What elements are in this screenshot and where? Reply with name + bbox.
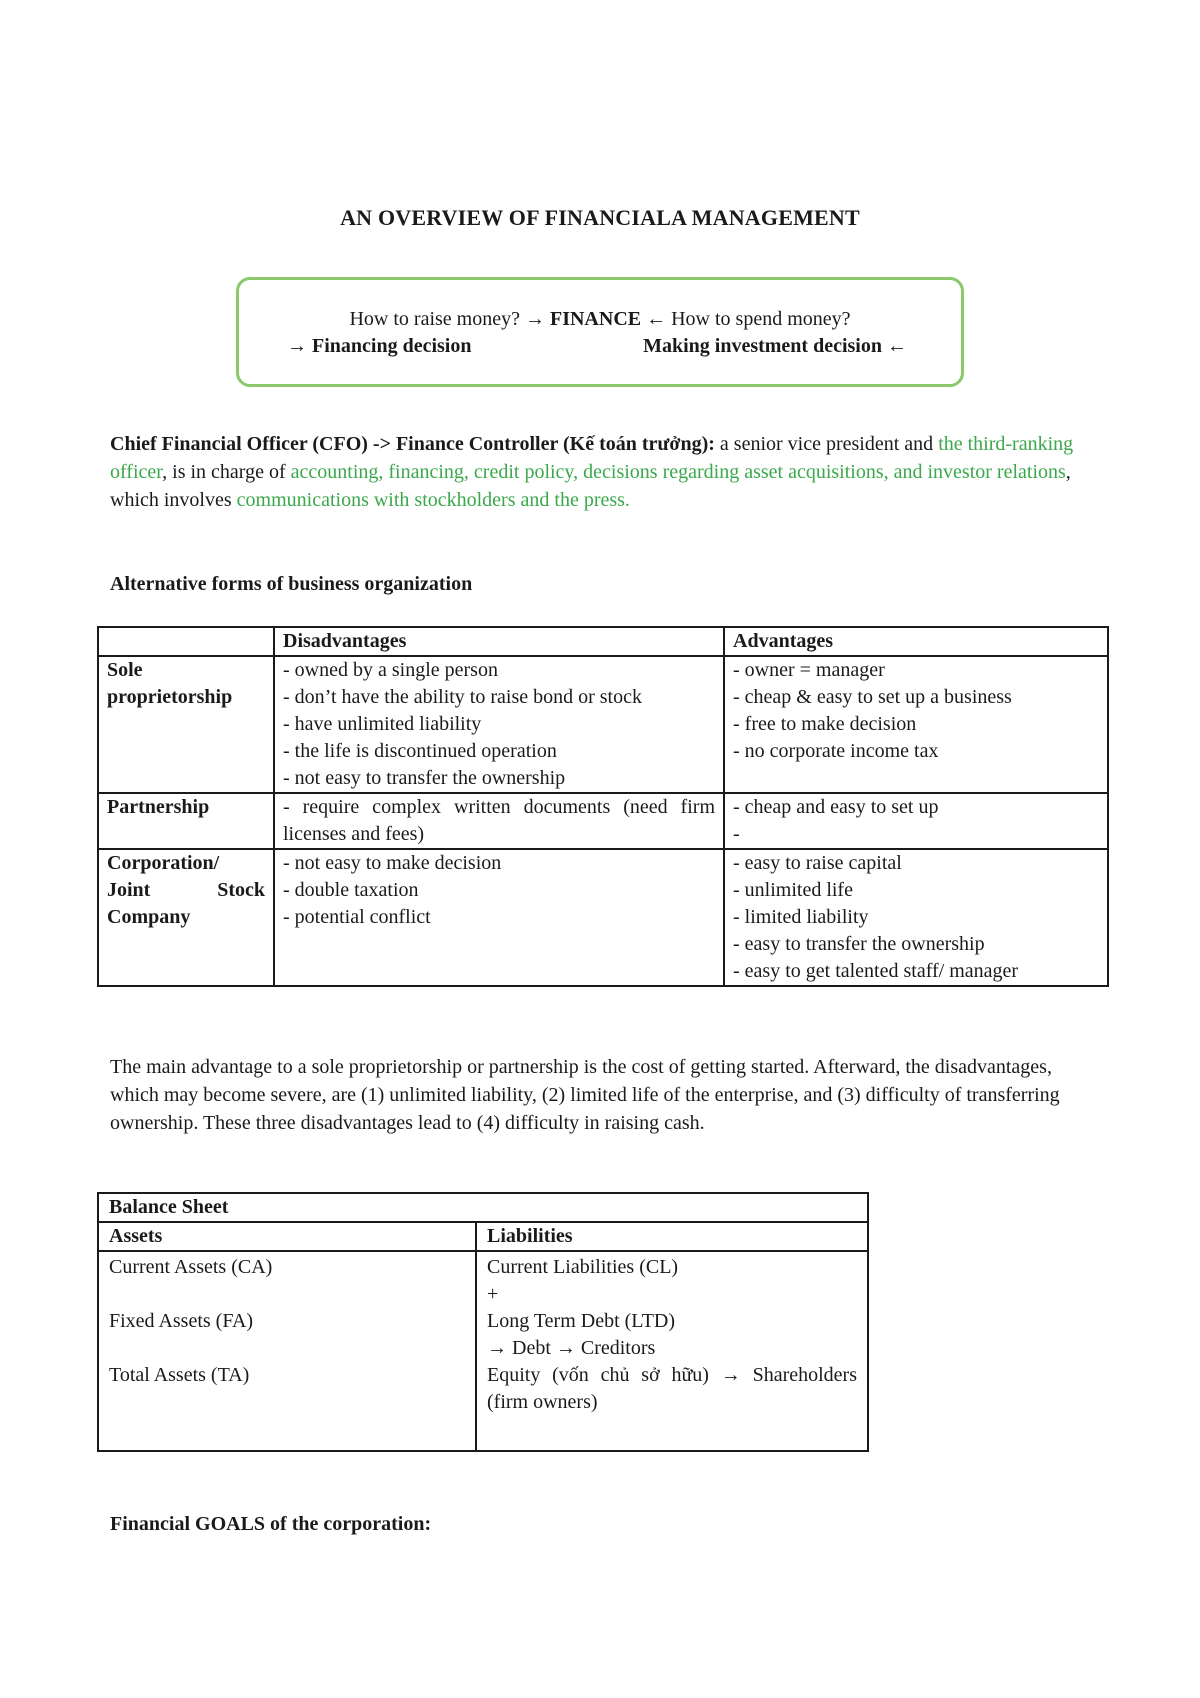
business-forms-table xyxy=(97,626,1109,987)
balance-sheet-body-row xyxy=(98,1251,868,1451)
list-item: - xyxy=(733,823,740,845)
list-item: - free to make decision xyxy=(733,713,917,735)
liabilities-header: Liabilities xyxy=(476,1222,868,1251)
balance-sheet-header-row xyxy=(98,1222,868,1251)
list-item: - require complex written documents (need firm licenses and fees) xyxy=(283,796,715,845)
table-header-row xyxy=(98,627,1108,656)
page-title: AN OVERVIEW OF FINANCIALA MANAGEMENT xyxy=(340,205,860,230)
list-item: - no corporate income tax xyxy=(733,740,939,762)
list-item: + xyxy=(487,1283,499,1305)
disadvantages-cell xyxy=(274,849,724,986)
row-label: Partnership xyxy=(98,793,274,849)
list-item xyxy=(109,1335,465,1362)
list-item: - limited liability xyxy=(733,906,869,928)
spend-money-question: ← How to spend money? xyxy=(646,308,851,330)
raise-money-question: How to raise money? → xyxy=(349,308,545,330)
list-item: - double taxation xyxy=(283,879,419,901)
advantages-cell xyxy=(724,793,1108,849)
liabilities-cell xyxy=(476,1251,868,1451)
list-item: - not easy to transfer the ownership xyxy=(283,767,566,789)
balance-sheet-table xyxy=(97,1192,869,1452)
list-item: - easy to transfer the ownership xyxy=(733,933,985,955)
list-item: Current Liabilities (CL) xyxy=(487,1256,679,1278)
cfo-text-3: , which involves xyxy=(110,461,1071,511)
list-item: - potential conflict xyxy=(283,906,431,928)
financing-decision: → Financing decision xyxy=(287,335,472,357)
list-item: - cheap and easy to set up xyxy=(733,796,939,818)
list-item: - the life is discontinued operation xyxy=(283,740,557,762)
list-item: Long Term Debt (LTD) xyxy=(487,1310,676,1332)
list-item: Total Assets (TA) xyxy=(109,1364,250,1386)
list-item: - have unlimited liability xyxy=(283,713,482,735)
advantages-cell xyxy=(724,849,1108,986)
list-item: - don’t have the ability to raise bond or stock xyxy=(283,686,642,708)
finance-box xyxy=(236,277,964,387)
disadvantages-cell xyxy=(274,656,724,793)
goals-heading: Financial GOALS of the corporation: xyxy=(110,1513,432,1535)
alt-forms-heading: Alternative forms of business organization xyxy=(110,573,473,595)
table-row-sole xyxy=(98,656,1108,793)
cfo-text-2: , is in charge of xyxy=(162,461,291,483)
advantages-cell xyxy=(724,656,1108,793)
list-item: - unlimited life xyxy=(733,879,853,901)
investment-decision: Making investment decision ← xyxy=(643,335,907,357)
finance-label: FINANCE xyxy=(549,308,642,330)
header-disadvantages: Disadvantages xyxy=(274,627,724,656)
balance-sheet-title: Balance Sheet xyxy=(98,1193,868,1222)
list-item: - owned by a single person xyxy=(283,659,498,681)
cfo-highlight-3: communications with stockholders and the press. xyxy=(236,489,630,511)
list-item: - owner = manager xyxy=(733,659,885,681)
row-label: Corporation/ Joint Stock Company xyxy=(98,849,274,986)
main-advantage-paragraph: The main advantage to a sole proprietorship or partnership is the cost of getting started. Afterward, the disadvantages, which may become severe, are (1) unlimited liability, (2) limited life of the enterprise, and (3) difficulty of transferring ownership. These three disadvantages lead to (4) difficulty in raising cash. xyxy=(110,1056,1060,1134)
list-item: Equity (vốn chủ sở hữu) → Shareholders (firm owners) xyxy=(487,1364,857,1413)
assets-header: Assets xyxy=(98,1222,476,1251)
header-advantages: Advantages xyxy=(724,627,1108,656)
header-blank xyxy=(98,627,274,656)
list-item: - easy to raise capital xyxy=(733,852,902,874)
cfo-highlight-1: the third-ranking officer xyxy=(110,433,1074,483)
cfo-term: Chief Financial Officer (CFO) -> Finance Controller (Kế toán trưởng): xyxy=(110,433,715,455)
table-row-partnership xyxy=(98,793,1108,849)
list-item: → Debt → Creditors xyxy=(487,1337,656,1359)
list-item: - not easy to make decision xyxy=(283,852,502,874)
assets-cell xyxy=(98,1251,476,1451)
list-item xyxy=(109,1281,465,1308)
list-item: Current Assets (CA) xyxy=(109,1256,273,1278)
balance-sheet-title-row xyxy=(98,1193,868,1222)
row-label: Sole proprietorship xyxy=(98,656,274,793)
list-item: - easy to get talented staff/ manager xyxy=(733,960,1019,982)
cfo-text-1: a senior vice president and xyxy=(714,433,939,455)
list-item: Fixed Assets (FA) xyxy=(109,1310,254,1332)
cfo-paragraph xyxy=(110,430,1100,514)
table-row-corporation xyxy=(98,849,1108,986)
disadvantages-cell xyxy=(274,793,724,849)
list-item: - cheap & easy to set up a business xyxy=(733,686,1012,708)
cfo-highlight-2: accounting, financing, credit policy, decisions regarding asset acquisitions, and investor relations xyxy=(290,461,1066,483)
finance-questions xyxy=(239,308,961,331)
